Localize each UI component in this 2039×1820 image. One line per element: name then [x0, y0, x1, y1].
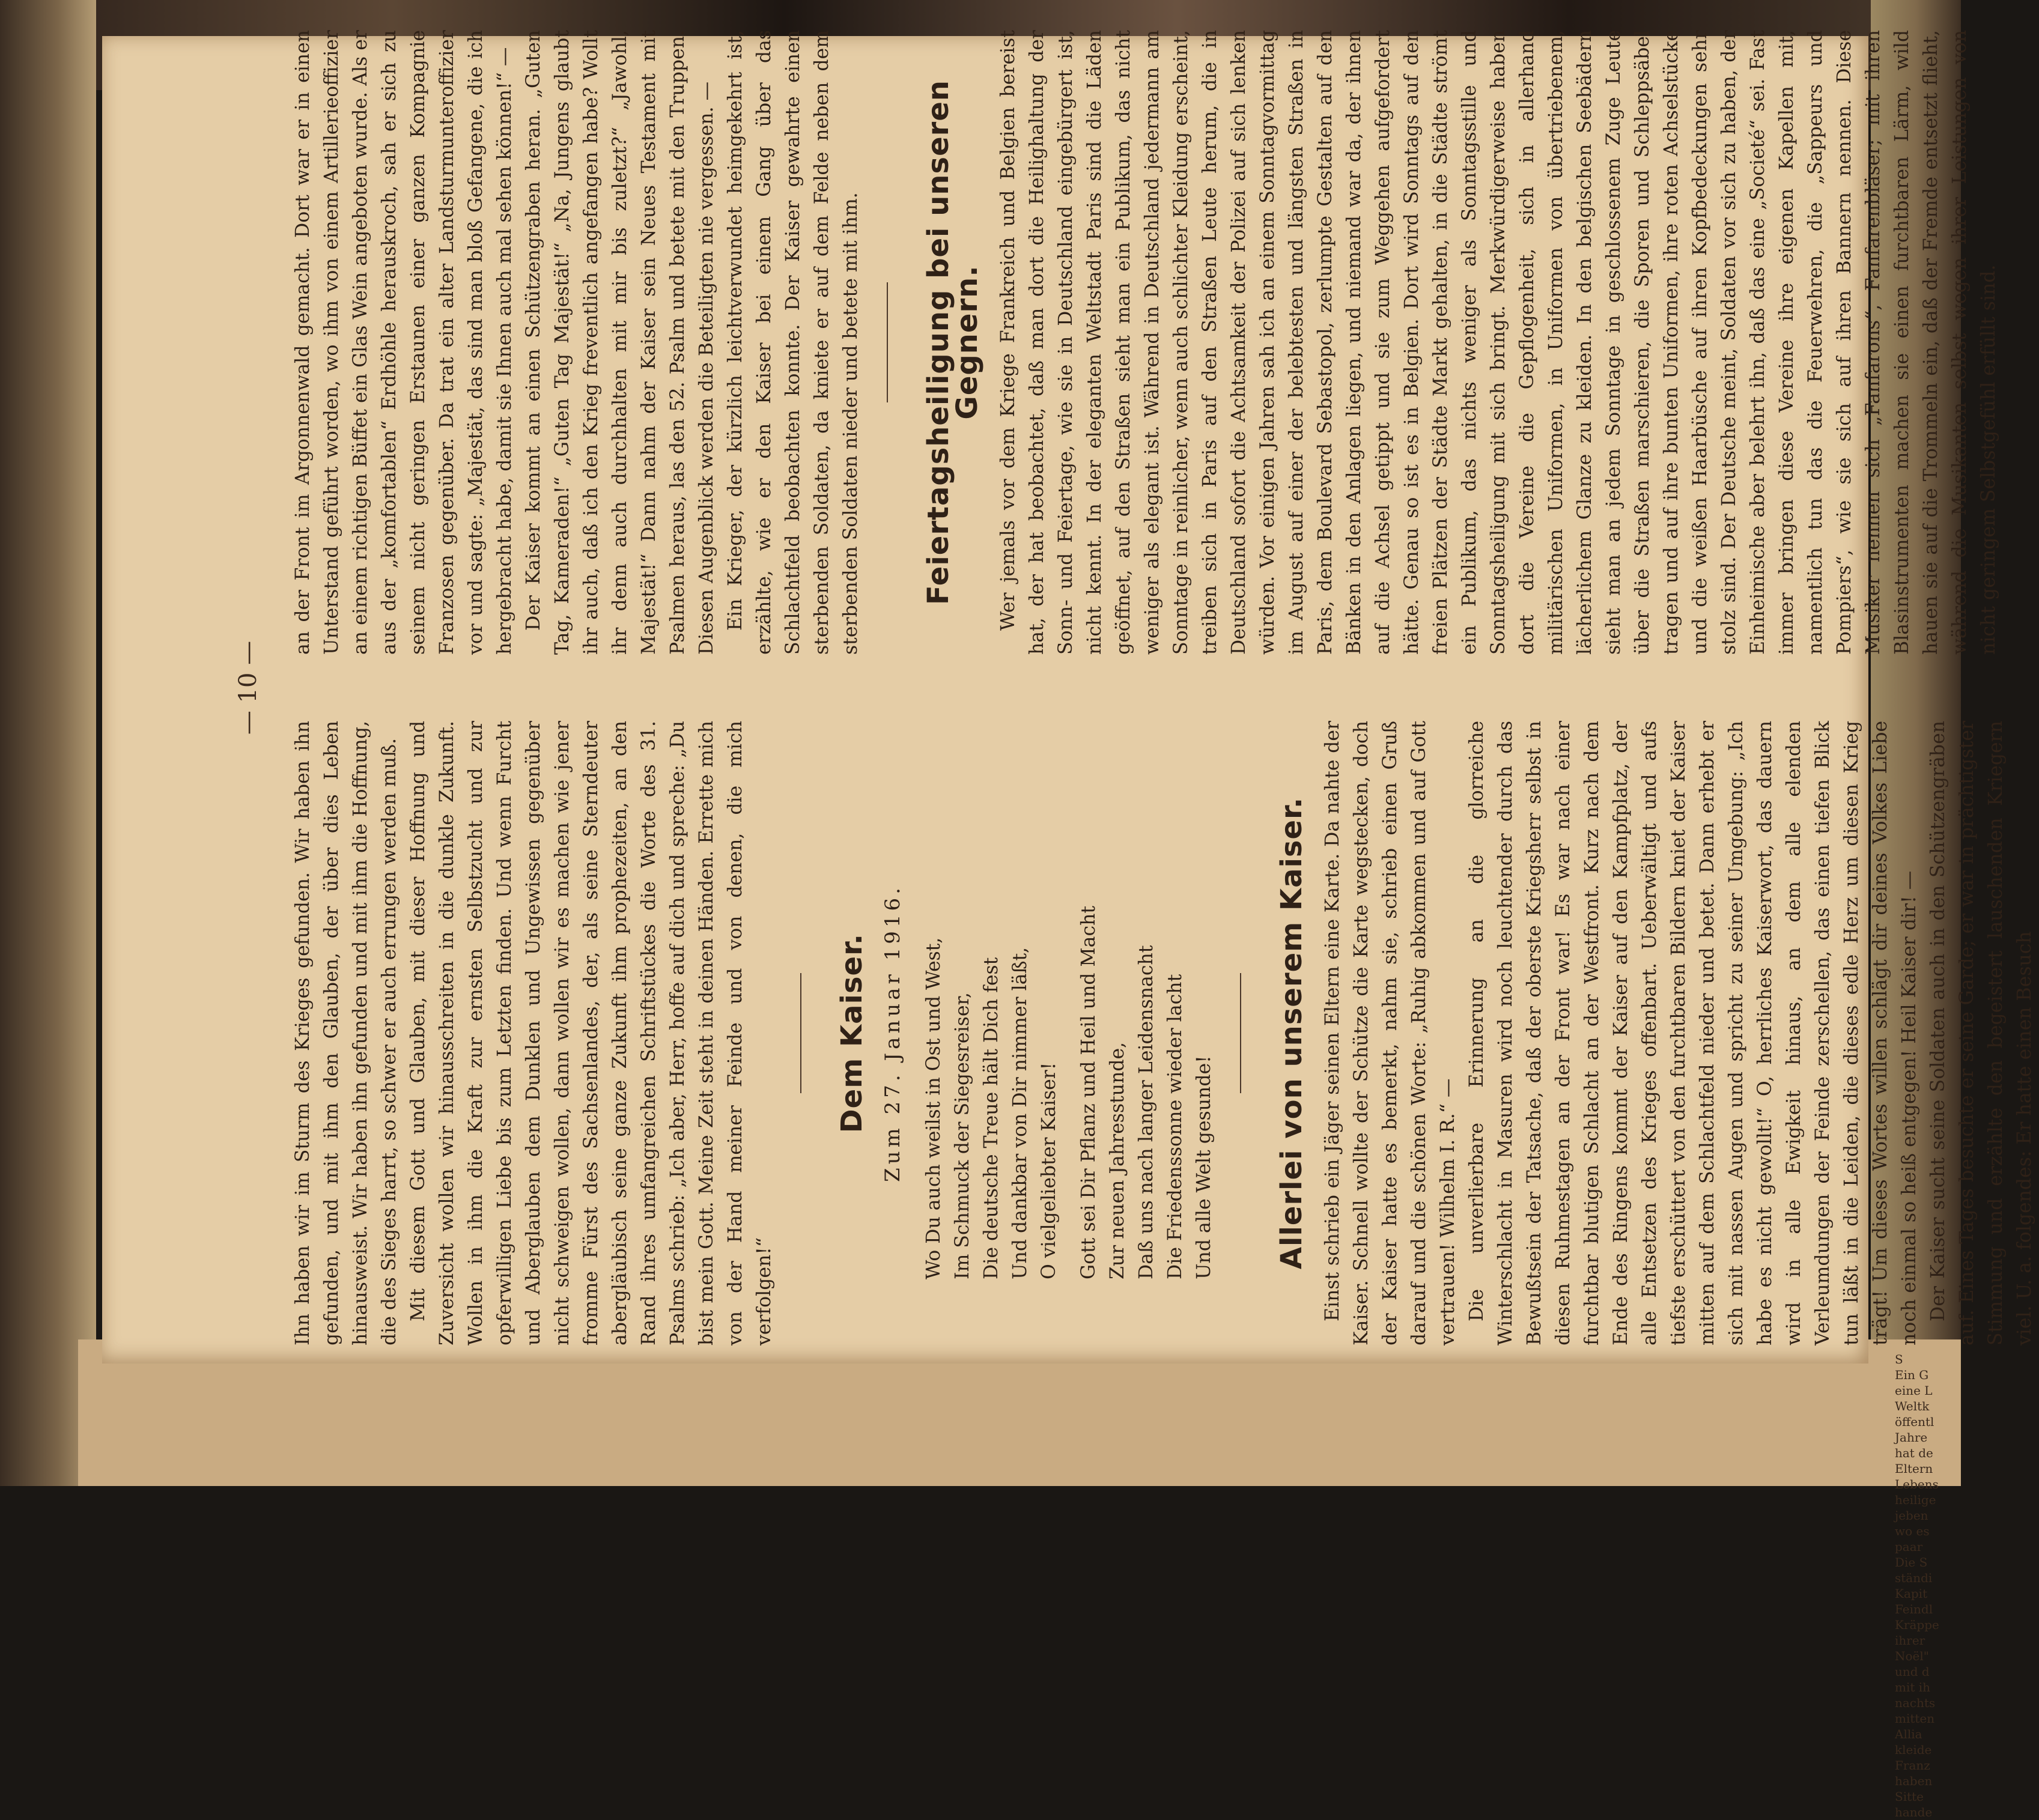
divider — [887, 282, 888, 402]
left-column — [288, 721, 2039, 1345]
adjacent-page-fragment: Noël" — [1895, 1649, 1929, 1663]
poem-stanza-1 — [919, 721, 1063, 1345]
section-heading: Feiertagsheiligung bei unseren Gegnern. — [922, 79, 984, 605]
adjacent-page-fragment: und d — [1895, 1664, 1930, 1679]
adjacent-page-fragment: nachts — [1895, 1696, 1936, 1710]
poem-date: Zum 27. Januar 1916. — [881, 884, 905, 1182]
poem-line: Die deutsche Treue hält Dich fest — [980, 957, 1002, 1279]
adjacent-page-fragment: heilige — [1895, 1493, 1936, 1507]
adjacent-page-fragment: haben — [1895, 1774, 1933, 1788]
adjacent-page-fragment: Eltern — [1895, 1461, 1933, 1476]
paragraph: Der Kaiser kommt an einen Schützengraben heran. „Guten Tag, Kameraden!“ „Guten Tag Majestät!“ „Na, Jungens glaubt ihr auch, daß ich den Krieg freventlich angefangen habe? Wollt ihr denn auch durchhalten mit mir bis zuletzt?“ „Jawohl, Majestät!“ Dann nahm der Kaiser sein Neues Testament mit Psalmen heraus, las den 52. Psalm und betete mit den Truppen. Diesen Augenblick werden die Beteiligten nie vergessen. — — [523, 30, 717, 655]
adjacent-page-fragment: mitten — [1895, 1711, 1935, 1726]
poem-line: Wo Du auch weilst in Ost und West, — [923, 937, 944, 1279]
adjacent-page-fragment: eine L — [1895, 1383, 1933, 1398]
adjacent-page-fragment: hande — [1895, 1805, 1933, 1819]
paragraph: Mit diesem Gott und Glauben, mit dieser Hoffnung und Zuversicht wollen wir hinausschreiten in die dunkle Zukunft. Wollen in ihm die Kraft zur ernsten Selbstzucht und zur opferwilligen Liebe bis zum Letzten finden. Und wenn Furcht und Aberglauben dem Dunklen und Ungewissen gegenüber nicht schweigen wollen, dann wollen wir es machen wie jener fromme Fürst des Sachsenlandes, der, als seine Sterndeuter abergläubisch seine ganze Zukunft ihm prophezeiten, an den Rand ihres umfangreichen Schriftstückes die Worte des 31. Psalms schrieb: „Ich aber, Herr, hoffe auf dich und spreche: „Du bist mein Gott. Meine Zeit steht in deinen Händen. Errette mich von der Hand meiner Feinde und von denen, die mich verfolgen!“ — [407, 721, 775, 1345]
poem-line: Und dankbar von Dir nimmer läßt, — [1009, 947, 1031, 1279]
adjacent-page-fragment: paar — [1895, 1539, 1923, 1554]
adjacent-page-fragment: öffentl — [1895, 1415, 1934, 1429]
adjacent-page-text — [1895, 1351, 1949, 1819]
poem-line: Zur neuen Jahresstunde, — [1107, 1042, 1128, 1279]
paragraph: Ein Krieger, der kürzlich leichtverwundet heimgekehrt ist, erzählte, wie er den Kaiser bei einem Gang über das Schlachtfeld beobachten konnte. Der Kaiser gewahrte einen sterbenden Soldaten, da kniete er auf dem Felde neben dem sterbenden Soldaten nieder und betete mit ihm. — [725, 30, 861, 655]
paragraph: Die unverlierbare Erinnerung an die glorreiche Winterschlacht in Masuren wird noch leuchtender durch das Bewußtsein der Tatsache, daß der oberste Kriegsherr selbst in diesen Ruhmestagen an der Front war! Es war nach einer furchtbar blutigen Schlacht an der Westfront. Kurz nach dem Ende des Ringens kommt der Kaiser auf den Kampfplatz, der alle Entsetzen des Krieges offenbart. Ueberwältigt und aufs tiefste erschüttert von den furchtbaren Bildern kniet der Kaiser mitten auf dem Schlachtfeld nieder und betet. Dann erhebt er sich mit nassen Augen und spricht zu seiner Umgebung: „Ich habe es nicht gewollt!“ O, herrliches Kaiserwort, das dauern wird in alle Ewigkeit hinaus, an dem alle elenden Verleumdungen der Feinde zerschellen, das einen tiefen Blick tun läßt in die Leiden, die dieses edle Herz um diesen Krieg trägt! Um dieses Wortes willen schlägt dir deines Volkes Liebe noch einmal so heiß entgegen! Heil Kaiser dir! — — [1466, 721, 1920, 1345]
adjacent-page-fragment: Franz — [1895, 1758, 1930, 1773]
adjacent-page-fragment: Die S — [1895, 1555, 1928, 1570]
rotated-page-content — [234, 30, 2035, 1345]
right-column — [288, 30, 2003, 655]
adjacent-page-fragment: Kräppe — [1895, 1618, 1939, 1632]
poem-line: Daß uns nach langer Leidensnacht — [1135, 945, 1157, 1279]
adjacent-page-fragment: Weltk — [1895, 1399, 1930, 1413]
poem-line: Und alle Welt gesunde! — [1193, 1055, 1215, 1279]
paragraph: an der Front im Argonnenwald gemacht. Dort war er in einen Unterstand geführt worden, wo ihm von einem Artillerieoffizier an einem richtigen Büffet ein Glas Wein angeboten wurde. Als er aus der „komfortablen“ Erdhöhle herauskroch, sah er sich zu seinem nicht geringen Erstaunen einer ganzen Kompagnie Franzosen gegenüber. Da trat ein alter Landsturmunteroffizier vor und sagte: „Majestät, das sind man bloß Gefangene, die ich hergebracht habe, damit sie Ihnen auch mal sehen können!“ — — [292, 30, 515, 655]
adjacent-page-fragment: Jahre — [1895, 1430, 1928, 1445]
adjacent-page-fragment: Lebens — [1895, 1477, 1939, 1491]
poem-line: Die Friedenssonne wieder lacht — [1164, 974, 1186, 1279]
section-heading: Dem Kaiser. — [835, 933, 869, 1133]
poem-stanza-2 — [1074, 721, 1218, 1345]
adjacent-page-fragment: wo es — [1895, 1524, 1930, 1538]
adjacent-page-fragment: ständi — [1895, 1571, 1933, 1585]
page-number: — 10 — — [234, 640, 262, 735]
paragraph: Der Kaiser sucht seine Soldaten auch in den Schützengräben auf. Eines Tages besuchte er seine Garde; er war in prächtigster Stimmung und erzählte den begeistert lauschenden Kriegern viel. U. a. folgendes: Er hatte einen Besuch — [1927, 721, 2035, 1345]
book-page — [102, 30, 2035, 1363]
book-edge-left — [0, 0, 96, 1486]
adjacent-page-fragment: mit ih — [1895, 1680, 1931, 1694]
paragraph: Einst schrieb ein Jäger seinen Eltern eine Karte. Da nahte der Kaiser. Schnell wollte der Schütze die Karte wegstecken, doch der Kaiser hatte es bemerkt, nahm sie, schrieb einen Gruß darauf und die schönen Worte: „Ruhig abkommen und auf Gott vertrauen! Wilhelm I. R.“ — — [1322, 721, 1459, 1345]
adjacent-page-fragment: ihrer — [1895, 1633, 1925, 1648]
section-heading: Allerlei von unserem Kaiser. — [1275, 796, 1308, 1270]
adjacent-page-fragment: hat de — [1895, 1446, 1933, 1460]
divider — [800, 973, 801, 1093]
adjacent-page-fragment: jeben — [1895, 1508, 1928, 1523]
adjacent-page-fragment: Allia — [1895, 1727, 1922, 1741]
adjacent-page-fragment: Sitte — [1895, 1789, 1924, 1804]
poem-line: Gott sei Dir Pflanz und Heil und Macht — [1078, 905, 1099, 1279]
adjacent-page-fragment: kleide — [1895, 1743, 1932, 1757]
adjacent-page-fragment: S — [1895, 1352, 1903, 1367]
paragraph: Ihn haben wir im Sturm des Krieges gefunden. Wir haben ihn gefunden, und mit ihm den Glauben, der über dies Leben hinausweist. Wir haben ihn gefunden und mit ihm die Hoffnung, die des Sieges harrt, so schwer er auch errungen werden muß. — [292, 721, 400, 1345]
divider — [1240, 973, 1241, 1093]
poem-line: Im Schmuck der Siegesreiser, — [952, 992, 973, 1279]
adjacent-page-fragment: Feindl — [1895, 1602, 1933, 1616]
paragraph: Wer jemals vor dem Kriege Frankreich und Belgien bereist hat, der hat beobachtet, daß man dort die Heilighaltung der Sonn- und Feiertage, wie sie in Deutschland eingebürgert ist, nicht kennt. In der eleganten Weltstadt Paris sind die Läden geöffnet, auf den Straßen sieht man ein Publikum, das nicht weniger als elegant ist. Während in Deutschland jedermann am Sonntage in reinlicher, wenn auch schlichter Kleidung erscheint, treiben sich in Paris auf den Straßen Leute herum, die in Deutschland sofort die Achtsamkeit der Polizei auf sich lenken würden. Vor einigen Jahren sah ich an einem Sonntagvormittag im August auf einer der belebtesten und längsten Straßen in Paris, dem Boulevard Sebastopol, zerlumpte Gestalten auf den Bänken in den Anlagen liegen, und niemand war da, der ihnen auf die Achsel getippt und sie zum Weggehen aufgefordert hätte. Genau so ist es in Belgien. Dort wird Sonntags auf den freien Plätzen der Städte Markt gehalten, in die Städte strömt ein Publikum, das nichts weniger als Sonntagsstille und Sonntagsheiligung mit sich bringt. Merkwürdigerweise haben dort die Vereine die Gepflogenheit, sich in allerhand militärischen Uniformen, in Uniformen von übertriebenem, lächerlichem Glanze zu kleiden. In den belgischen Seebädern sieht man an jedem Sonntage in geschlossenem Zuge Leute über die Straßen marschieren, die Sporen und Schleppsäbel tragen und auf ihre bunten Uniformen, ihre roten Achselstücke und die weißen Haarbüsche auf ihren Kopfbedeckungen sehr stolz sind. Der Deutsche meint, Soldaten vor sich zu haben, der Einheimische aber belehrt ihn, daß das eine „Societé“ sei. Fast immer bringen diese Vereine ihre eigenen Kapellen mit, namentlich tun das die Feuerwehren, die „Sappeurs und Pompiers“, wie sie sich auf ihren Bannern nennen. Diese Musiker nennen sich „Fanfarons“, Fanfarenbläser; mit ihren Blasinstrumenten machen sie einen furchtbaren Lärm, wild hauen sie auf die Trommeln ein, daß der Fremde entsetzt flieht, während die Musikanten selbst wegen ihrer Leistungen von nicht geringem Selbstgefühl erfüllt sind. — [997, 30, 1999, 655]
adjacent-page-fragment: Kapit — [1895, 1586, 1928, 1601]
adjacent-page-fragment: Ein G — [1895, 1368, 1929, 1382]
poem-line: O vielgeliebter Kaiser! — [1038, 1062, 1060, 1279]
